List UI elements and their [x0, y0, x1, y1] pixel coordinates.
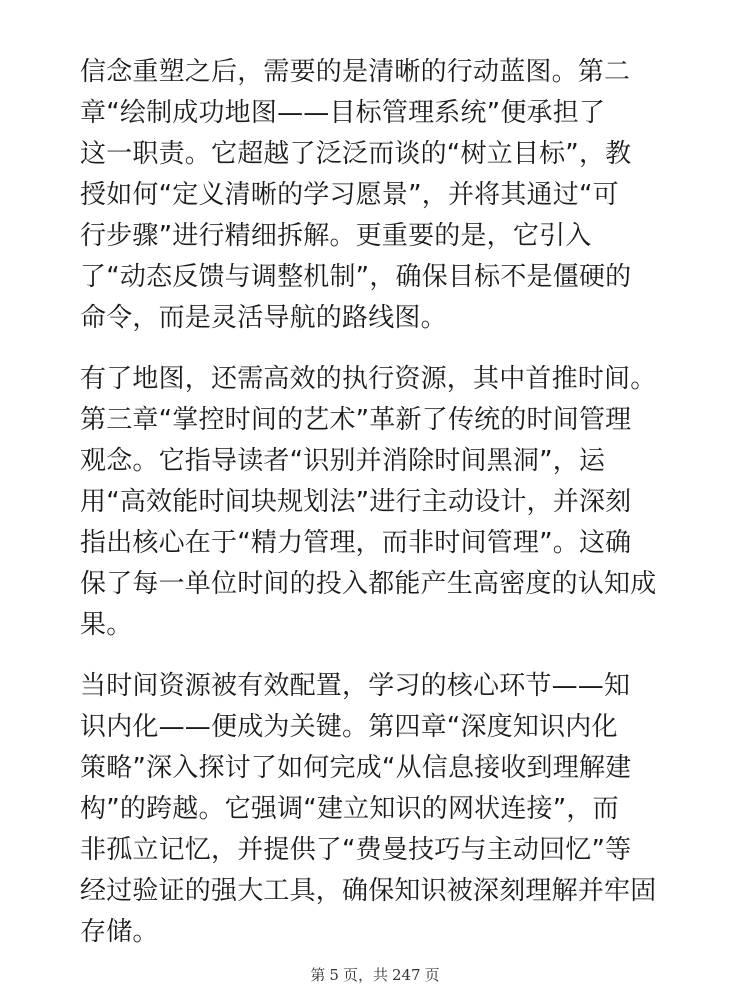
paragraph: [80, 666, 680, 953]
text-line: 授如何“定义清晰的学习愿景”，并将其通过“可: [80, 180, 619, 210]
page-number-footer: [0, 964, 750, 985]
text-line: 有了地图，还需高效的执行资源，其中首推时间。: [80, 364, 657, 394]
text-line: 策略”深入探讨了如何完成“从信息接收到理解建: [80, 753, 632, 783]
page-label-suffix: 页: [424, 966, 440, 984]
text-line: 存储。: [80, 917, 159, 947]
text-line: 果。: [80, 610, 133, 640]
text-line: 当时间资源被有效配置，学习的核心环节——知: [80, 671, 631, 701]
current-page-number: 5: [329, 966, 339, 984]
text-line: 识内化——便成为关键。第四章“深度知识内化: [80, 712, 618, 742]
text-line: 命令，而是灵活导航的路线图。: [80, 303, 447, 333]
paragraph: [80, 52, 680, 339]
paragraph: [80, 359, 680, 646]
text-line: 行步骤”进行精细拆解。更重要的是，它引入: [80, 221, 592, 251]
document-body: [80, 52, 680, 973]
text-line: 信念重塑之后，需要的是清晰的行动蓝图。第二: [80, 57, 631, 87]
text-line: 观念。它指导读者“识别并消除时间黑洞”，运: [80, 446, 606, 476]
text-line: 第三章“掌控时间的艺术”革新了传统的时间管理: [80, 405, 632, 435]
text-line: 这一职责。它超越了泛泛而谈的“树立目标”，教: [80, 139, 632, 169]
total-page-count: 247: [391, 966, 421, 984]
text-line: 用“高效能时间块规划法”进行主动设计，并深刻: [80, 487, 632, 517]
text-line: 保了每一单位时间的投入都能产生高密度的认知成: [80, 569, 657, 599]
text-line: 了“动态反馈与调整机制”，确保目标不是僵硬的: [80, 262, 632, 292]
text-line: 经过验证的强大工具，确保知识被深刻理解并牢固: [80, 876, 657, 906]
page-label-prefix: 第: [310, 966, 326, 984]
page-label-mid: 页，共: [342, 966, 388, 984]
text-line: 非孤立记忆，并提供了“费曼技巧与主动回忆”等: [80, 835, 632, 865]
text-line: 章“绘制成功地图——目标管理系统”便承担了: [80, 98, 606, 128]
text-line: 指出核心在于“精力管理，而非时间管理”。这确: [80, 528, 632, 558]
text-line: 构”的跨越。它强调“建立知识的网状连接”，而: [80, 794, 619, 824]
